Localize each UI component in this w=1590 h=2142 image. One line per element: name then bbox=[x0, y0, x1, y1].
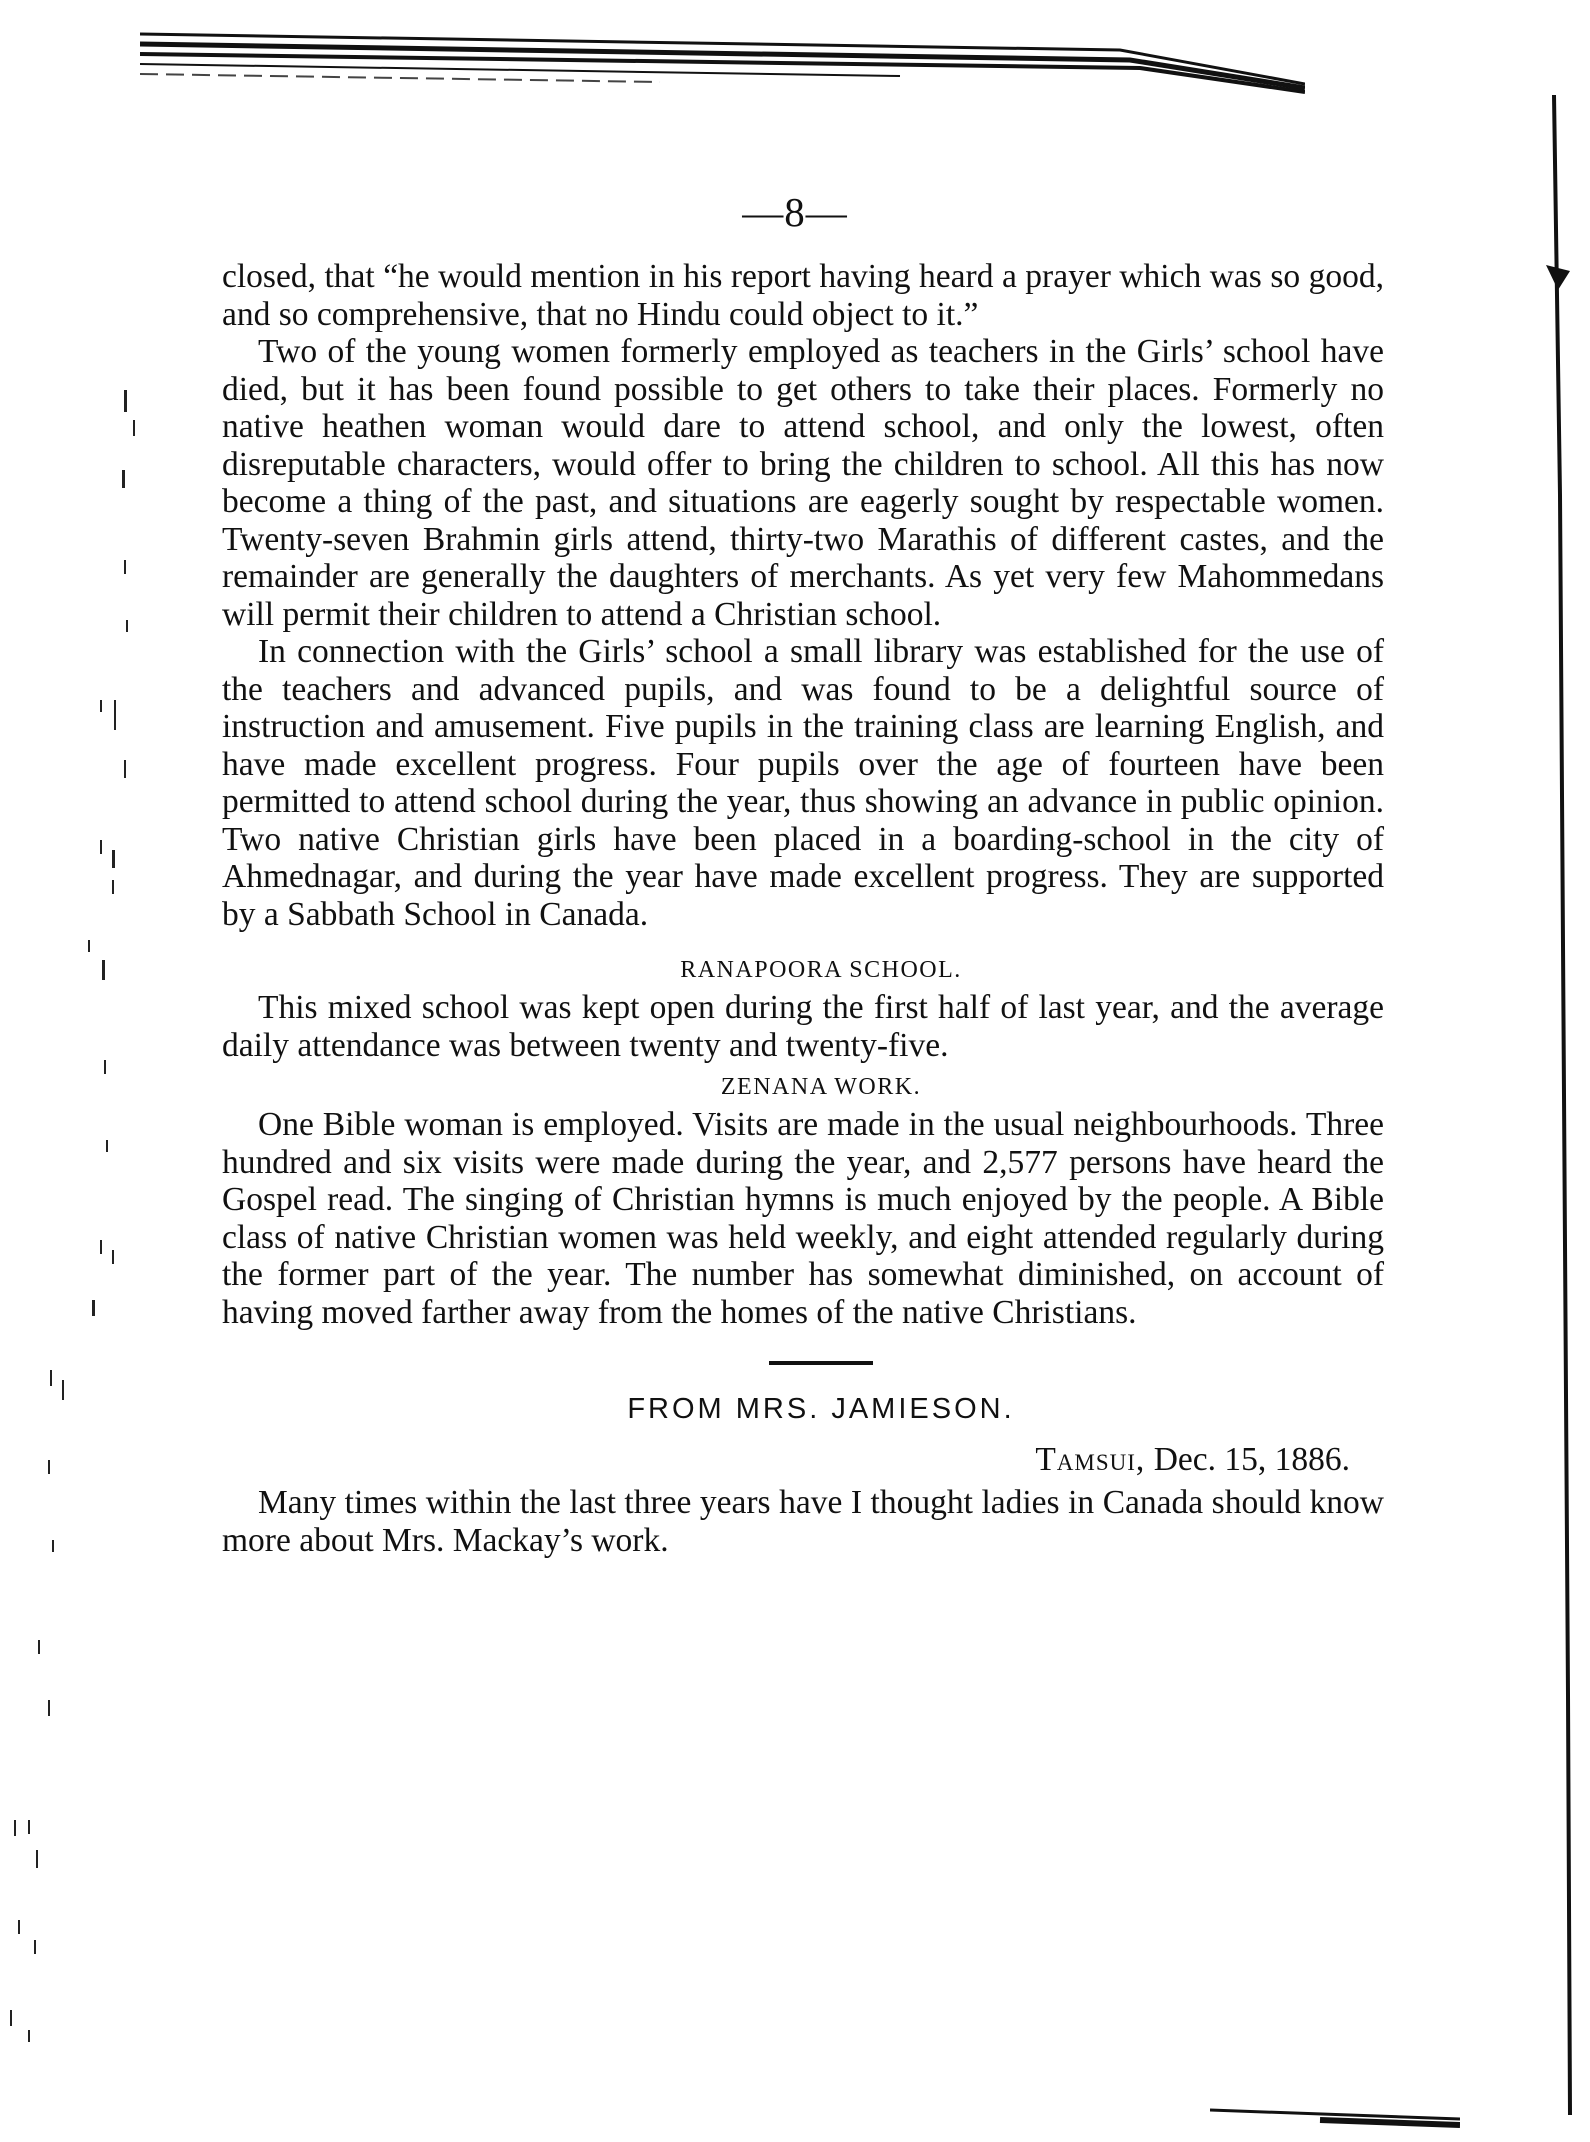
right-border-rule bbox=[1540, 95, 1580, 2115]
letter-heading: FROM MRS. JAMIESON. bbox=[627, 1393, 1015, 1425]
section-heading-ranapoora: RANAPOORA SCHOOL. bbox=[680, 957, 962, 983]
paragraph-letter-opening: Many times within the last three years have I thought ladies in Canada should know more about Mrs. Mackay’s work. bbox=[222, 1484, 1384, 1559]
left-margin-specks bbox=[0, 0, 140, 2142]
paragraph-zenana-work: One Bible woman is employed. Visits are made in the usual neighbourhoods. Three hundred and six visits were made during the year, and 2,577 persons have heard the Gospel read. The singing of Christian hymns is much enjoyed by the people. A Bible class of native Christian women was held weekly, and eight attended regularly during the former part of the year. The number has somewhat diminished, on account of having moved farther away from the homes of the native Christians. bbox=[222, 1106, 1384, 1331]
bottom-border-rule bbox=[1210, 2105, 1460, 2130]
paragraph-girls-school-library: In connection with the Girls’ school a small library was established for the use of the teachers and advanced pupils, and was found to be a delightful source of instruction and amusement. Five pupils in the training class are learning English, and have made excellent progress. Four pupils over the age of fourteen have been permitted to attend school during the year, thus showing an advance in public opinion. Two native Christian girls have been placed in a boarding-school in the city of Ahmednagar, and during the year have made excellent progress. They are supported by a Sabbath School in Canada. bbox=[222, 633, 1384, 933]
letter-place: Tamsui, bbox=[1035, 1440, 1146, 1478]
letter-dateline bbox=[222, 1441, 1350, 1479]
section-divider bbox=[769, 1361, 873, 1365]
paragraph-closing-quote: closed, that “he would mention in his report having heard a prayer which was so good, and so comprehensive, that no Hindu could object to it.” bbox=[222, 258, 1384, 333]
letter-date: Dec. 15, 1886. bbox=[1153, 1440, 1350, 1478]
page-number: —8— bbox=[742, 189, 848, 235]
page-body bbox=[222, 258, 1384, 1559]
section-heading-zenana: ZENANA WORK. bbox=[720, 1074, 922, 1100]
top-border-rule bbox=[140, 22, 1305, 102]
paragraph-ranapoora-school: This mixed school was kept open during the first half of last year, and the average daily attendance was between twenty and twenty-five. bbox=[222, 989, 1384, 1064]
paragraph-girls-school-teachers: Two of the young women formerly employed as teachers in the Girls’ school have died, but it has been found possible to get others to take their places. Formerly no native heathen woman would dare to attend school, and only the lowest, often disreputable characters, would offer to bring the children to school. All this has now become a thing of the past, and situations are eagerly sought by respectable women. Twenty-seven Brahmin girls attend, thirty-two Marathis of different castes, and the remainder are generally the daughters of merchants. As yet very few Mahommedans will permit their children to attend a Christian school. bbox=[222, 333, 1384, 633]
